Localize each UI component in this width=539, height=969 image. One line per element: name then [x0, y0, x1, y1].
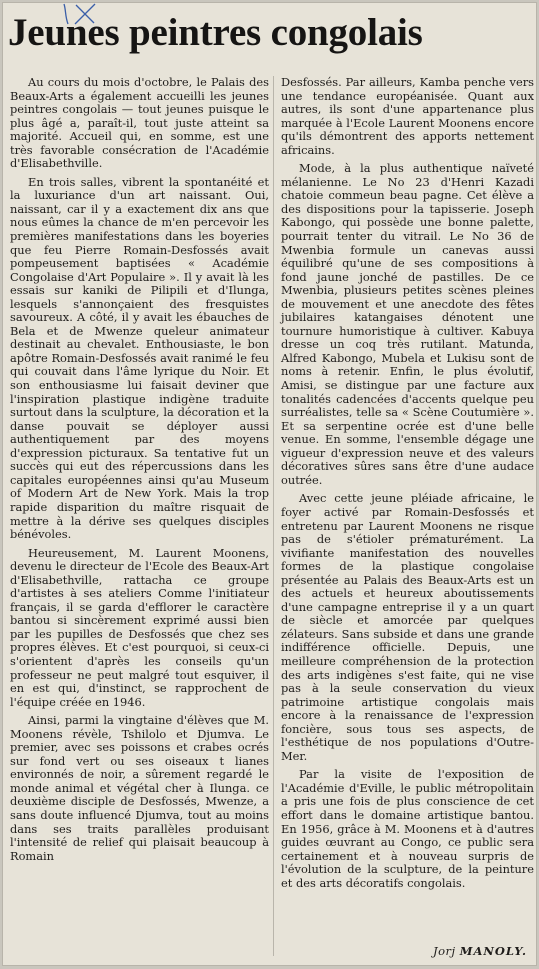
- paragraph: Avec cette jeune pléiade africaine, le foyer activé par Romain-Desfossés et entretenu par Laurent Moonens ne risque pas de s'étioler prématurément. La vivifiante manifestation des nouvelles formes de la plastique congolaise présentée au Palais des Beaux-Arts est un des actuels et heureux aboutissements d'une campagne entreprise il y a un quart de siècle et amorcée par quelques zélateurs. Sans subside et dans une grande indifférence officielle. Depuis, une meilleure compréhension de la protection des arts indigènes s'est faite, qui ne vise pas à la seule conservation du vieux patrimoine artistique congolais mais encore à la renaissance de l'expression foncière, sous tous ses aspects, de l'esthétique de nos populations d'Outre-Mer.: [281, 491, 534, 763]
- paragraph: Au cours du mois d'octobre, le Palais des Beaux-Arts a également accueilli les jeunes peintres congolais — tout jeunes puisque le plus âgé a, paraît-il, tout juste atteint sa majorité. Accueil qui, en somme, est une très favorable consécration de l'Académie d'Elisabethville.: [10, 75, 269, 171]
- author-surname: MANOLY.: [459, 944, 527, 958]
- paragraph: Ainsi, parmi la vingtaine d'élèves que M. Moonens révèle, Tshilolo et Djumva. Le premier, avec ses poissons et crabes ocrés sur fond vert ou ses oiseaux t lianes environnés de noir, a sûrement regardé le monde animal et végétal cher à Ilunga. ce deuxième disciple de Desfossés, Mwenze, a sans doute influencé Djumva, tout au moins dans ses traits parallèles produisant l'intensité de relief qui plaisait beaucoup à Romain: [10, 713, 269, 863]
- paragraph: En trois salles, vibrent la spontanéité et la luxuriance d'un art naissant. Oui, naissant, car il y a exactement dix ans que nous eûmes la chance de m'en percevoir les premières manifestations dans les boyeries que feu Pierre Romain-Desfossés avait pompeusement baptisées « Académie Congolaise d'Art Populaire ». Il y avait là les essais sur kaniki de Pilipili et d'Ilunga, lesquels s'annonçaient des fresquistes savoureux. A côté, il y avait les ébauches de Bela et de Mwenze queleur animateur destinait au chevalet. Enthousiaste, le bon apôtre Romain-Desfossés avait ranimé le feu qui couvait dans l'âme lyrique du Noir. Et son enthousiasme lui faisait deviner que l'inspiration plastique indigène traduite surtout dans la sculpture, la décoration et la danse pouvait se déployer aussi authentiquement par des moyens d'expression picturaux. Sa tentative fut un succès qui eut des répercussions dans les capitales européennes ainsi qu'au Museum of Modern Art de New York. Mais la trop rapide disparition du maître risquait de mettre à la dérive ses quelques disciples bénévoles.: [10, 174, 269, 542]
- article-column-right: [281, 76, 534, 895]
- author-first-name: Jorj: [432, 944, 456, 958]
- paragraph: Par la visite de l'exposition de l'Académie d'Eville, le public métropolitain a pris une fois de plus conscience de cet effort dans le domaine artistique bantou. En 1956, grâce à M. Moonens et à d'autres guides œuvrant au Congo, ce public sera certainement et à nouveau surpris de l'évolution de la sculpture, de la peinture et des arts décoratifs congolais.: [281, 767, 534, 890]
- newspaper-clipping: [2, 2, 537, 966]
- paragraph: Heureusement, M. Laurent Moonens, devenu le directeur de l'Ecole des Beaux-Art d'Elisabethville, rattacha ce groupe d'artistes à ses ateliers Comme l'initiateur français, il se garda d'efflorer le caractère bantou si sincèrement exprimé aussi bien par les pupilles de Desfossés que chez ses propres élèves. Et c'est pourquoi, si ceux-ci s'orientent d'après les conseils qu'un professeur ne peut malgré tout esquiver, il en est qui, d'instinct, se rapprochent de l'équipe créée en 1946.: [10, 545, 269, 709]
- article-column-left: [10, 76, 269, 868]
- paragraph-continuation: Desfossés. Par ailleurs, Kamba penche vers une tendance européanisée. Quant aux autres, ils sont d'une appartenance plus marquée à l'Ecole Laurent Moonens encore qu'ils démontrent des apports nettement africains.: [281, 75, 534, 157]
- column-divider: [273, 76, 274, 956]
- author-signature: [433, 944, 527, 958]
- article-title: Jeunes peintres congolais: [8, 11, 423, 54]
- paragraph: Mode, à la plus authentique naïveté mélanienne. Le No 23 d'Henri Kazadi chatoie commeun beau pagne. Cet élève a des dispositions pour la tapisserie. Joseph Kabongo, qui possède une bonne palette, pourrait tenter du vitrail. Le No 36 de Mwenbia formule un canevas aussi équilibré qu'une de ses compositions à fond jaune jonché de pastilles. De ce Mwenbia, plusieurs petites scènes pleines de mouvement et une anecdote des fêtes jubilaires katangaises dénotent une tournure humoristique à cultiver. Kabuya dresse un coq très rutilant. Matunda, Alfred Kabongo, Mubela et Lukisu sont de noms à retenir. Enfin, le plus évolutif, Amisi, se distingue par une facture aux tonalités cadencées d'accents quelque peu surréalistes, telle sa « Scène Coutumière ». Et sa serpentine ocrée est d'une belle venue. En somme, l'ensemble dégage une vigueur d'expression neuve et des valeurs décoratives sûres sans être d'une audace outrée.: [281, 161, 534, 487]
